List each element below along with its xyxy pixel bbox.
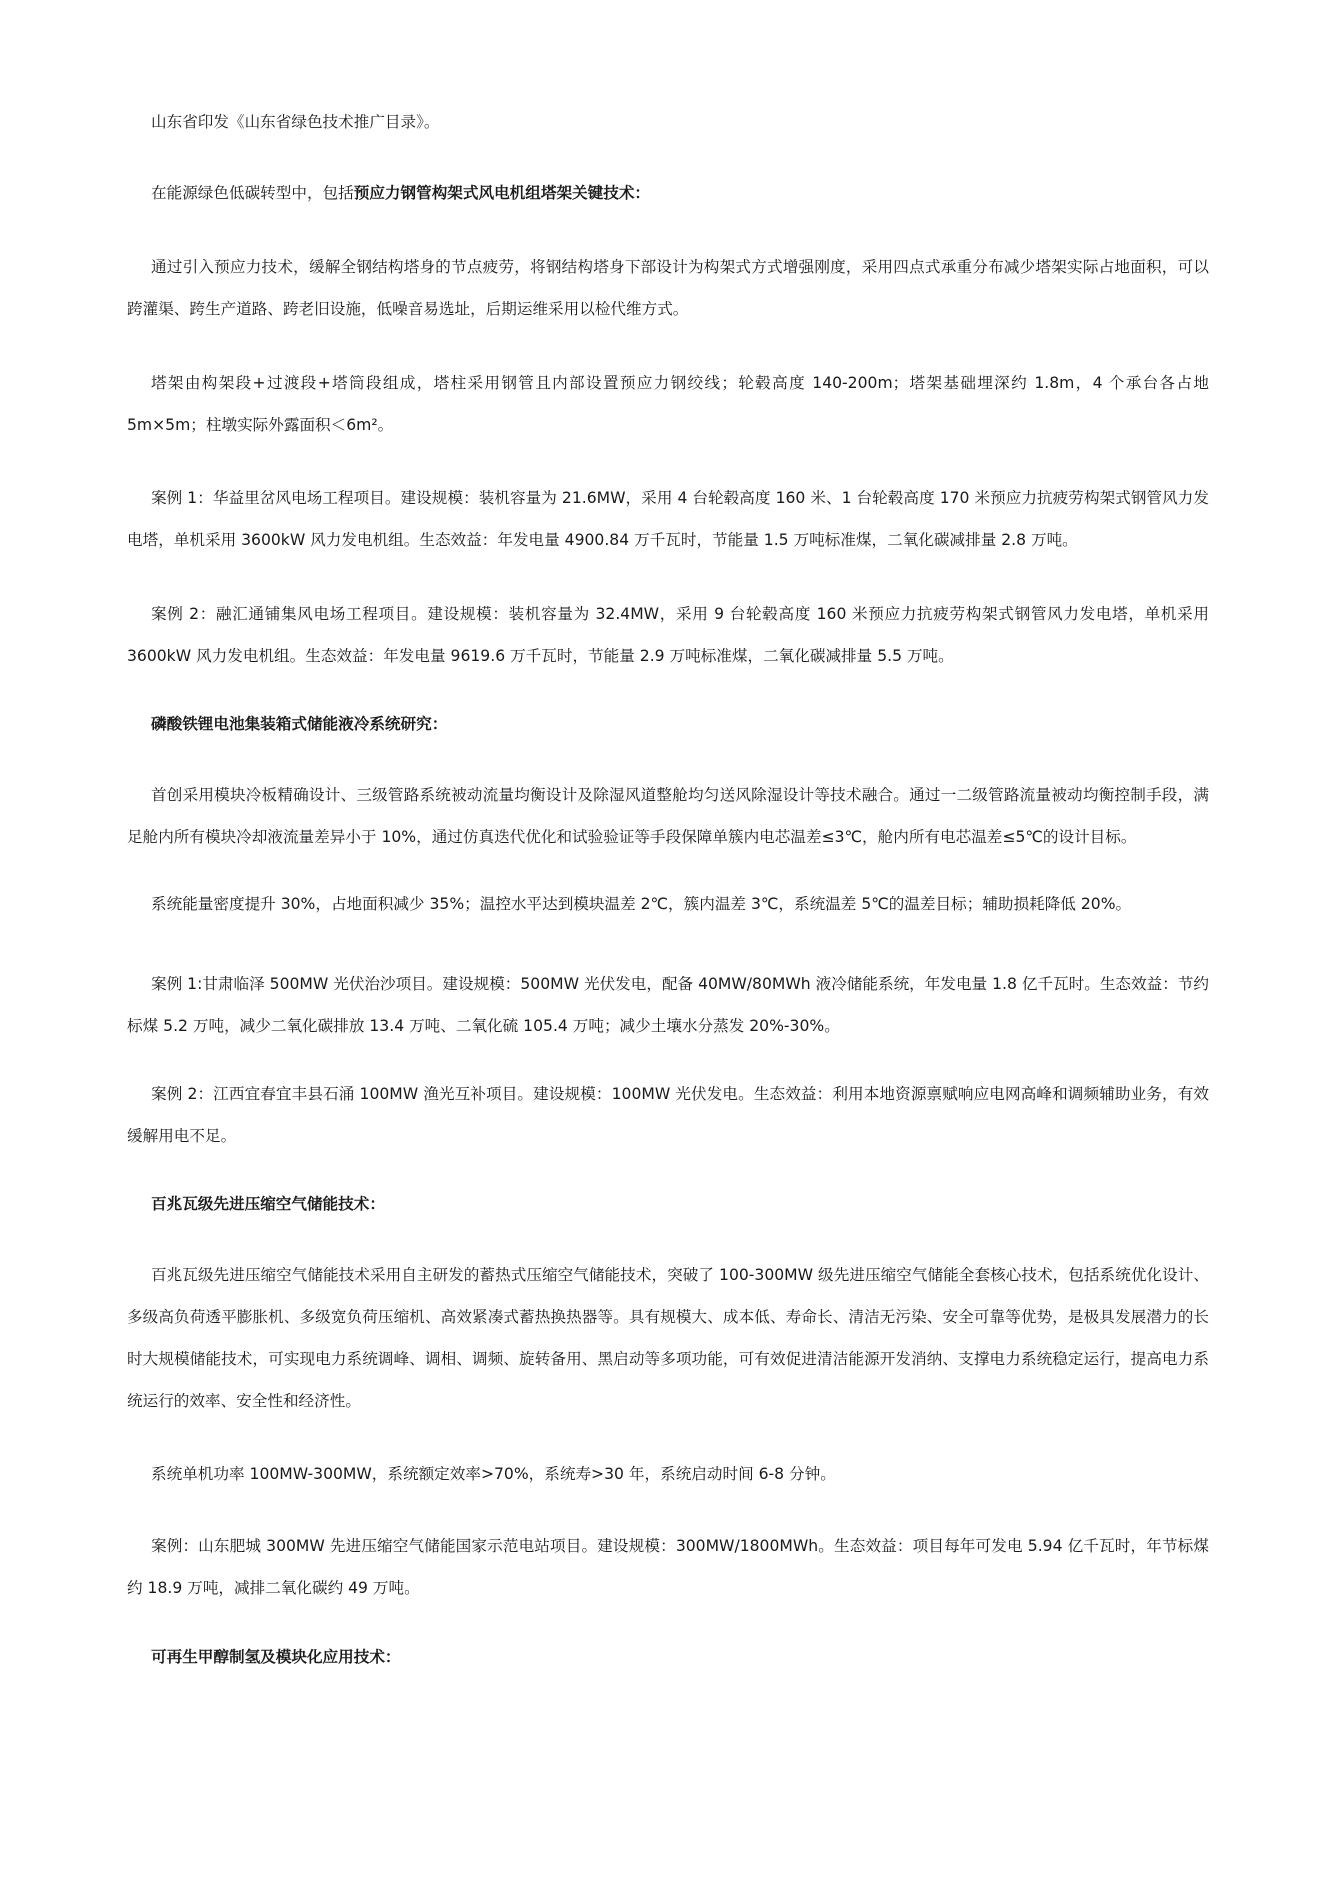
caes-heading: 百兆瓦级先进压缩空气储能技术：	[151, 1195, 385, 1213]
caes-case-paragraph: 案例：山东肥城 300MW 先进压缩空气储能国家示范电站项目。建设规模：300MW/1800MWh。生态效益：项目每年可发电 5.94 亿千瓦时，年节标煤约 18.9 万吨，减排二氧化碳约 49 万吨。	[127, 1537, 1209, 1597]
battery-spec-paragraph: 系统能量密度提升 30%，占地面积减少 35%；温控水平达到模块温差 2℃，簇内温差 3℃，系统温差 5℃的温差目标；辅助损耗降低 20%。	[151, 895, 1132, 913]
battery-case2-paragraph: 案例 2：江西宜春宜丰县石涌 100MW 渔光互补项目。建设规模：100MW 光伏发电。生态效益：利用本地资源禀赋响应电网高峰和调频辅助业务，有效缓解用电不足。	[127, 1085, 1209, 1145]
wind-tower-heading: 预应力钢管构架式风电机组塔架关键技术：	[353, 184, 651, 202]
lead-text: 在能源绿色低碳转型中，包括	[151, 184, 354, 202]
caes-description-paragraph: 百兆瓦级先进压缩空气储能技术采用自主研发的蓄热式压缩空气储能技术，突破了 100-300MW 级先进压缩空气储能全套核心技术，包括系统优化设计、多级高负荷透平膨胀机、多级宽负荷压缩机、高效紧凑式蓄热换热器等。具有规模大、成本低、寿命长、清洁无污染、安全可靠等优势，是极具发展潜力的长时大规模储能技术，可实现电力系统调峰、调相、调频、旋转备用、黑启动等多项功能，可有效促进清洁能源开发消纳、支撑电力系统稳定运行，提高电力系统运行的效率、安全性和经济性。	[127, 1266, 1209, 1410]
intro-paragraph: 山东省印发《山东省绿色技术推广目录》。	[151, 113, 440, 131]
lead-paragraph	[127, 172, 1209, 214]
wind-spec-paragraph: 塔架由构架段+过渡段+塔筒段组成，塔柱采用钢管且内部设置预应力钢绞线；轮毂高度 140-200m；塔架基础埋深约 1.8m，4 个承台各占地 5m×5m；柱墩实际外露面积＜6m²。	[127, 374, 1209, 434]
methanol-heading: 可再生甲醇制氢及模块化应用技术：	[151, 1648, 401, 1666]
battery-case1-paragraph: 案例 1:甘肃临泽 500MW 光伏治沙项目。建设规模：500MW 光伏发电，配备 40MW/80MWh 液冷储能系统，年发电量 1.8 亿千瓦时。生态效益：节约标煤 5.2 万吨，减少二氧化碳排放 13.4 万吨、二氧化硫 105.4 万吨；减少土壤水分蒸发 20%-30%。	[127, 975, 1209, 1035]
battery-heading: 磷酸铁锂电池集装箱式储能液冷系统研究：	[151, 715, 448, 733]
wind-case1-paragraph: 案例 1：华益里岔风电场工程项目。建设规模：装机容量为 21.6MW，采用 4 台轮毂高度 160 米、1 台轮毂高度 170 米预应力抗疲劳构架式钢管风力发电塔，单机采用 3600kW 风力发电机组。生态效益：年发电量 4900.84 万千瓦时，节能量 1.5 万吨标准煤，二氧化碳减排量 2.8 万吨。	[127, 489, 1209, 549]
caes-spec-paragraph: 系统单机功率 100MW-300MW，系统额定效率>70%，系统寿>30 年，系统启动时间 6-8 分钟。	[151, 1465, 836, 1483]
battery-description-paragraph: 首创采用模块冷板精确设计、三级管路系统被动流量均衡设计及除湿风道整舱均匀送风除湿设计等技术融合。通过一二级管路流量被动均衡控制手段，满足舱内所有模块冷却液流量差异小于 10%，通过仿真迭代优化和试验验证等手段保障单簇内电芯温差≤3℃，舱内所有电芯温差≤5℃的设计目标。	[127, 786, 1209, 846]
wind-case2-paragraph: 案例 2：融汇通铺集风电场工程项目。建设规模：装机容量为 32.4MW，采用 9 台轮毂高度 160 米预应力抗疲劳构架式钢管风力发电塔，单机采用 3600kW 风力发电机组。生态效益：年发电量 9619.6 万千瓦时，节能量 2.9 万吨标准煤，二氧化碳减排量 5.5 万吨。	[127, 605, 1209, 665]
wind-description-paragraph: 通过引入预应力技术，缓解全钢结构塔身的节点疲劳，将钢结构塔身下部设计为构架式方式增强刚度，采用四点式承重分布减少塔架实际占地面积，可以跨灌渠、跨生产道路、跨老旧设施，低噪音易选址，后期运维采用以检代维方式。	[127, 258, 1209, 318]
